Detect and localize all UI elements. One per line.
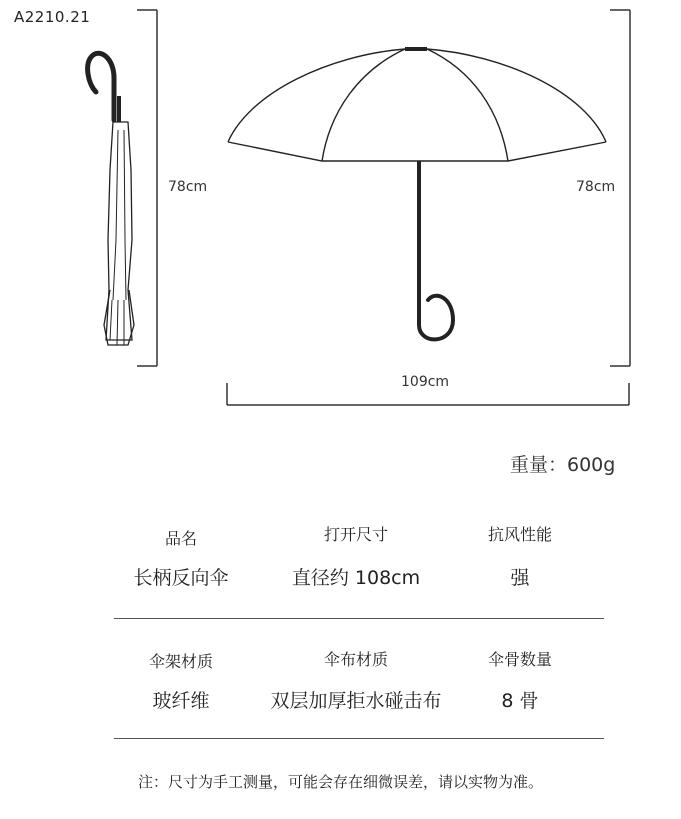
- spec-label-open-size: 打开尺寸: [323, 525, 388, 544]
- open-width-label: 109cm: [401, 374, 450, 390]
- table-divider: [114, 618, 604, 619]
- spec-label-name: 品名: [164, 529, 197, 548]
- measurement-note: 注：尺寸为手工测量，可能会存在细微误差，请以实物为准。: [137, 773, 543, 791]
- open-umbrella-icon: [228, 49, 606, 339]
- spec-value-fabric: 双层加厚拒水碰击布: [270, 690, 442, 712]
- product-code: A2210.21: [14, 8, 91, 26]
- closed-height-bracket: [137, 10, 157, 366]
- spec-value-frame: 玻纤维: [152, 690, 210, 712]
- table-divider: [114, 738, 604, 739]
- open-height-label: 78cm: [576, 179, 616, 195]
- weight-text: 重量：600g: [510, 454, 616, 476]
- closed-umbrella-icon: [88, 53, 134, 345]
- spec-label-fabric: 伞布材质: [323, 650, 388, 669]
- spec-label-ribs: 伞骨数量: [487, 650, 552, 669]
- spec-value-open-size: 直径约 108cm: [291, 567, 421, 589]
- spec-value-name: 长柄反向伞: [133, 567, 229, 589]
- spec-label-frame: 伞架材质: [148, 652, 213, 671]
- closed-height-label: 78cm: [168, 179, 208, 195]
- spec-value-ribs: 8 骨: [501, 690, 539, 712]
- spec-value-wind: 强: [510, 567, 530, 589]
- spec-label-wind: 抗风性能: [487, 525, 552, 544]
